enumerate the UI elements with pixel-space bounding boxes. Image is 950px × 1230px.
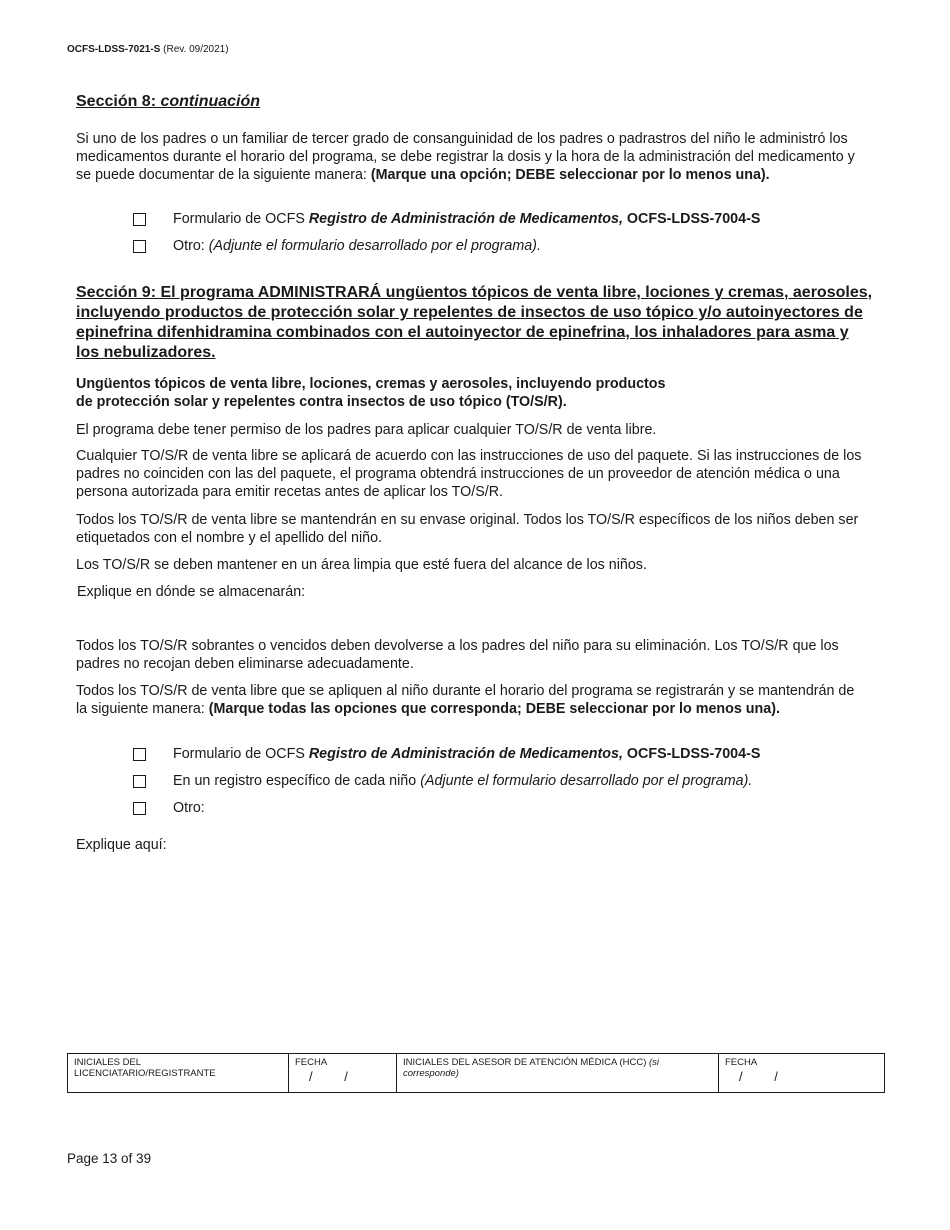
opt-bold-italic: Registro de Administración de Medicamentos, (308, 211, 623, 227)
explain-label: Explique aquí: (76, 837, 167, 853)
licensee-initials-cell[interactable] (68, 1054, 289, 1092)
section9-paragraph-4: Los TO/S/R se deben mantener en un área limpia que esté fuera del alcance de los niños. (76, 557, 647, 573)
section8-option-ocfs[interactable] (133, 210, 760, 228)
opt-pre: Otro: (173, 238, 209, 254)
date-cell-2[interactable] (719, 1054, 884, 1092)
date-label-1: FECHA (295, 1057, 328, 1068)
section9-checkbox-child-record[interactable] (133, 775, 146, 788)
signature-table (67, 1053, 885, 1093)
section9-checkbox-other[interactable] (133, 802, 146, 815)
form-revision: (Rev. 09/2021) (163, 44, 229, 55)
section8-title (76, 92, 260, 112)
section8-title-prefix: Sección 8: (76, 93, 161, 110)
section9-paragraph-2: Cualquier TO/S/R de venta libre se aplicará de acuerdo con las instrucciones de uso del paquete. Si las instrucciones de los padres no coinciden con las del paquete, el programa obtendrá instrucciones de un proveedor de atención médica o una persona autorizada para emitir recetas antes de aplicar los TO/S/R. (76, 448, 862, 500)
p6-text: Todos los TO/S/R de venta libre que se apliquen al niño durante el horario del programa se registrarán y se mantendrán de la siguiente manera: (76, 683, 855, 717)
section8-option-other-label (173, 238, 541, 254)
section9-option-other[interactable] (133, 799, 205, 817)
section9-paragraph-3: Todos los TO/S/R de venta libre se mantendrán en su envase original. Todos los TO/S/R específicos de los niños deben ser etiquetados con el nombre y el apellido del niño. (76, 512, 859, 546)
section9-option-ocfs[interactable] (133, 745, 760, 763)
section8-title-italic: continuación (160, 93, 261, 110)
date-slashes-1: / / (309, 1069, 362, 1084)
hcc-note: (si corresponde) (403, 1057, 660, 1079)
date-cell-1[interactable] (289, 1054, 397, 1092)
opt-bold-italic: Registro de Administración de Medicamentos, (308, 746, 623, 762)
opt-pre: En un registro específico de cada niño (173, 773, 421, 789)
section9-subheading (76, 375, 866, 411)
section9-title: Sección 9: El programa ADMINISTRARÁ ungüentos tópicos de venta libre, lociones y cremas, aerosoles, incluyendo productos de protección solar y repelentes de insectos de uso tópico y/o autoinyectores de epinefrina difenhidramina combinados con el autoinyector de epinefrina, los inhaladores para asma y los nebulizadores. (76, 284, 873, 361)
section8-checkbox-ocfs[interactable] (133, 213, 146, 226)
section9-paragraph-1: El programa debe tener permiso de los padres para aplicar cualquier TO/S/R de venta libre. (76, 422, 657, 438)
section9-option-child-record[interactable] (133, 772, 752, 790)
section9-option-other-label: Otro: (173, 800, 205, 816)
section8-option-ocfs-label (173, 211, 760, 227)
section9-checkbox-ocfs[interactable] (133, 748, 146, 761)
opt-pre: Formulario de OCFS (173, 746, 309, 762)
opt-italic: (Adjunte el formulario desarrollado por el programa). (208, 238, 541, 254)
section8-paragraph (76, 130, 866, 184)
opt-pre: Formulario de OCFS (173, 211, 309, 227)
form-code: OCFS-LDSS-7021-S (67, 44, 161, 55)
hcc-initials-cell[interactable] (397, 1054, 719, 1092)
opt-bold: OCFS-LDSS-7004-S (622, 211, 761, 227)
form-id (67, 44, 229, 55)
hcc-initials-label: INICIALES DEL ASESOR DE ATENCIÓN MÉDICA (HCC) (403, 1057, 649, 1068)
page-number: Page 13 of 39 (67, 1151, 152, 1166)
subheading-line2: de protección solar y repelentes contra insectos de uso tópico (TO/S/R). (76, 394, 567, 410)
date-label-2: FECHA (725, 1057, 758, 1068)
section9-paragraph-6 (76, 682, 866, 718)
section8-para-bold: (Marque una opción; DEBE seleccionar por lo menos una). (370, 167, 770, 183)
subheading-line1: Ungüentos tópicos de venta libre, lociones, cremas y aerosoles, incluyendo productos (76, 376, 666, 392)
section8-para-text: Si uno de los padres o un familiar de tercer grado de consanguinidad de los padres o padrastros del niño le administró los medicamentos durante el horario del programa, se debe registrar la dosis y la hora de la administración del medicamento y se puede documentar de la siguiente manera: (76, 131, 855, 183)
storage-label: Explique en dónde se almacenarán: (77, 584, 306, 600)
p6-bold: (Marque todas las opciones que corresponda; DEBE seleccionar por lo menos una). (208, 701, 780, 717)
section9-option-child-record-label (173, 773, 752, 789)
opt-bold: OCFS-LDSS-7004-S (622, 746, 761, 762)
date-slashes-2: / / (739, 1069, 792, 1084)
section9-paragraph-5: Todos los TO/S/R sobrantes o vencidos deben devolverse a los padres del niño para su eliminación. Los TO/S/R que los padres no recojan deben eliminarse adecuadamente. (76, 638, 839, 672)
licensee-initials-label: INICIALES DEL LICENCIATARIO/REGISTRANTE (74, 1057, 216, 1079)
section8-option-other[interactable] (133, 237, 541, 255)
opt-italic: (Adjunte el formulario desarrollado por el programa). (420, 773, 753, 789)
section9-option-ocfs-label (173, 746, 760, 762)
section8-checkbox-other[interactable] (133, 240, 146, 253)
